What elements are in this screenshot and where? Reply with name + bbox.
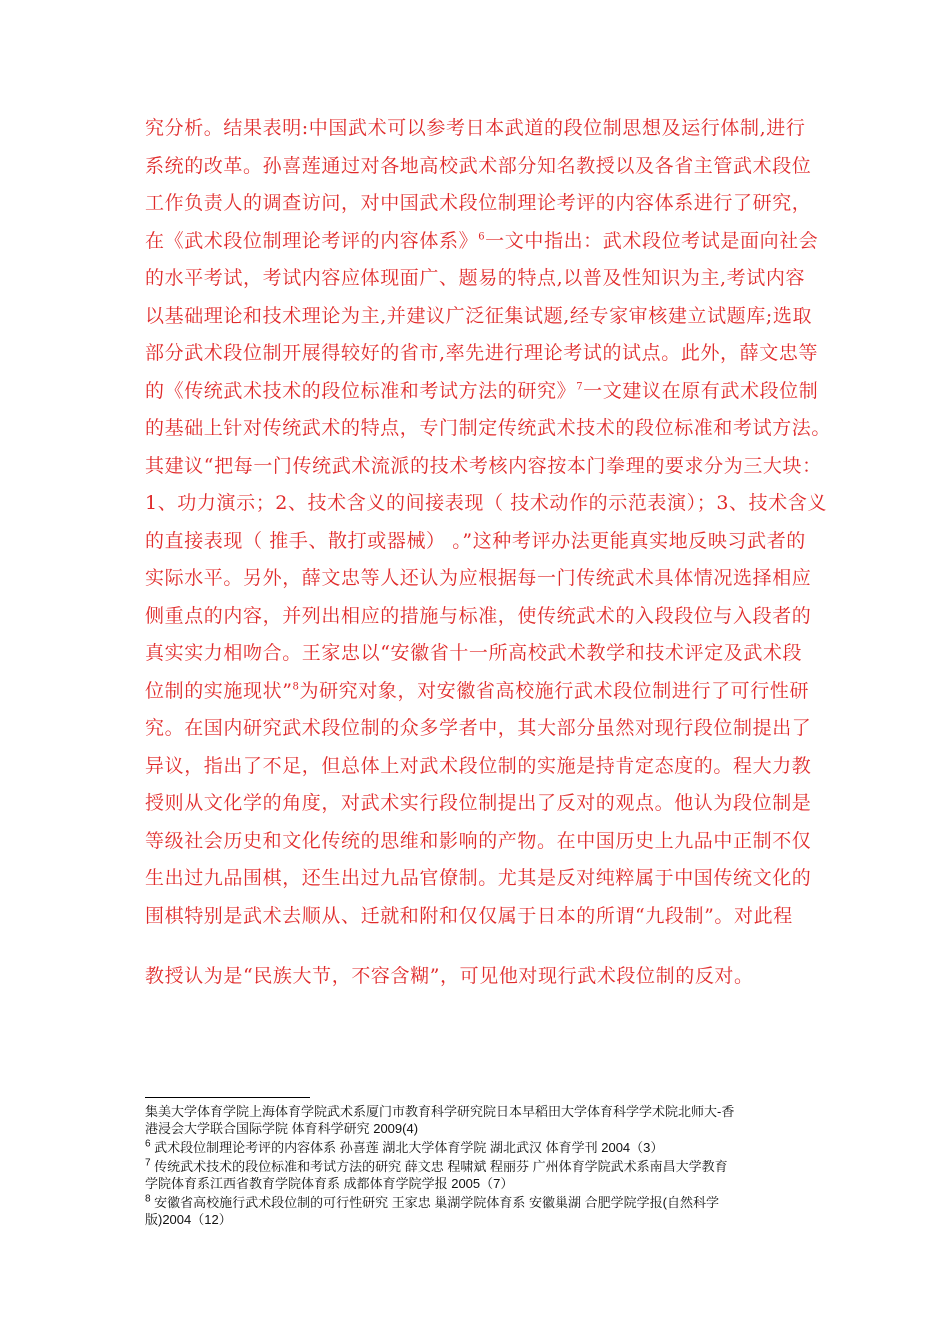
footnote-number: 6 [145, 1138, 151, 1150]
body-text-segment: 位制的实施现状” [145, 680, 293, 702]
body-text-line: 究。在国内研究武术段位制的众多学者中，其大部分虽然对现行段位制提出了 [145, 717, 812, 739]
body-text-line: 以基础理论和技术理论为主,并建议广泛征集试题,经专家审核建立试题库;选取 [145, 305, 813, 327]
body-text-line: 侧重点的内容，并列出相应的措施与标准，使传统武术的入段段位与入段者的 [145, 605, 812, 627]
body-text-line: 授则从文化学的角度，对武术实行段位制提出了反对的观点。他认为段位制是 [145, 792, 812, 814]
footnote-reference[interactable]: 8 [292, 681, 300, 693]
body-text-line: 工作负责人的调查访问，对中国武术段位制理论考评的内容体系进行了研究， [145, 192, 812, 214]
body-text-line: 究分析。结果表明:中国武术可以参考日本武道的段位制思想及运行体制,进行 [145, 117, 806, 139]
body-text-line: 的直接表现（ 推手、散打或器械） 。”这种考评办法更能真实地反映习武者的 [145, 530, 806, 552]
footnote-text: 传统武术技术的段位标准和考试方法的研究 薛文忠 程啸斌 程丽芬 广州体育学院武术系南昌大学教育 [150, 1159, 728, 1174]
body-text-line: 生出过九品围棋，还生出过九品官僚制。尤其是反对纯粹属于中国传统文化的 [145, 867, 812, 889]
footnote-line: 港浸会大学联合国际学院 体育科学研究 2009(4) [145, 1121, 419, 1136]
body-text-line: 真实实力相吻合。王家忠以“安徽省十一所高校武术教学和技术评定及武术段 [145, 642, 803, 664]
footnote-reference[interactable]: 6 [478, 231, 486, 243]
body-text-line: 异议，指出了不足，但总体上对武术段位制的实施是持肯定态度的。程大力教 [145, 755, 812, 777]
footnote-text: 武术段位制理论考评的内容体系 孙喜莲 湖北大学体育学院 湖北武汉 体育学刊 2004（3） [150, 1140, 664, 1155]
body-text-line: 部分武术段位制开展得较好的省市,率先进行理论考试的试点。此外，薛文忠等 [145, 342, 819, 364]
body-text-segment: 为研究对象，对安徽省高校施行武术段位制进行了可行性研 [299, 680, 810, 702]
body-text-segment: 的《传统武术技术的段位标准和考试方法的研究》 [145, 380, 577, 402]
footnote-line: 学院体育系江西省教育学院体育系 成都体育学院学报 2005（7） [145, 1176, 514, 1191]
body-text-line [145, 379, 818, 403]
body-text-line: 1、功力演示；2、技术含义的间接表现（ 技术动作的示范表演）；3、技术含义 [145, 492, 828, 514]
footnote-reference[interactable]: 7 [576, 381, 584, 393]
body-text-line: 教授认为是“民族大节，不容含糊”，可见他对现行武术段位制的反对。 [145, 965, 754, 987]
body-text-segment: 在《武术段位制理论考评的内容体系》 [145, 230, 479, 252]
footnote-separator [145, 1097, 310, 1098]
body-text-line [145, 679, 809, 703]
footnote-7 [145, 1158, 728, 1175]
body-text-line: 等级社会历史和文化传统的思维和影响的产物。在中国历史上九品中正制不仅 [145, 830, 812, 852]
footnote-number: 7 [145, 1157, 151, 1169]
body-text-line: 的基础上针对传统武术的特点，专门制定传统武术技术的段位标准和考试方法。 [145, 417, 832, 439]
body-text-line: 系统的改革。孙喜莲通过对各地高校武术部分知名教授以及各省主管武术段位 [145, 155, 812, 177]
body-text-line: 的水平考试，考试内容应体现面广、题易的特点,以普及性知识为主,考试内容 [145, 267, 806, 289]
footnote-8 [145, 1194, 719, 1211]
footnote-line: 集美大学体育学院上海体育学院武术系厦门市教育科学研究院日本早稻田大学体育科学学术院北师大-香 [145, 1104, 735, 1119]
body-text-line [145, 229, 818, 253]
body-text-line: 围棋特别是武术去顺从、迁就和附和仅仅属于日本的所谓“九段制”。对此程 [145, 905, 793, 927]
footnote-line: 版)2004（12） [145, 1212, 232, 1227]
body-text-line: 实际水平。另外，薛文忠等人还认为应根据每一门传统武术具体情况选择相应 [145, 567, 812, 589]
footnote-6 [145, 1139, 663, 1156]
body-text-segment: 一文建议在原有武术段位制 [583, 380, 819, 402]
body-text-line: 其建议“把每一门传统武术流派的技术考核内容按本门拳理的要求分为三大块： [145, 455, 822, 477]
body-text-segment: 一文中指出：武术段位考试是面向社会 [485, 230, 819, 252]
footnote-text: 安徽省高校施行武术段位制的可行性研究 王家忠 巢湖学院体育系 安徽巢湖 合肥学院学报(自然科学 [150, 1195, 719, 1210]
footnote-number: 8 [145, 1193, 151, 1205]
